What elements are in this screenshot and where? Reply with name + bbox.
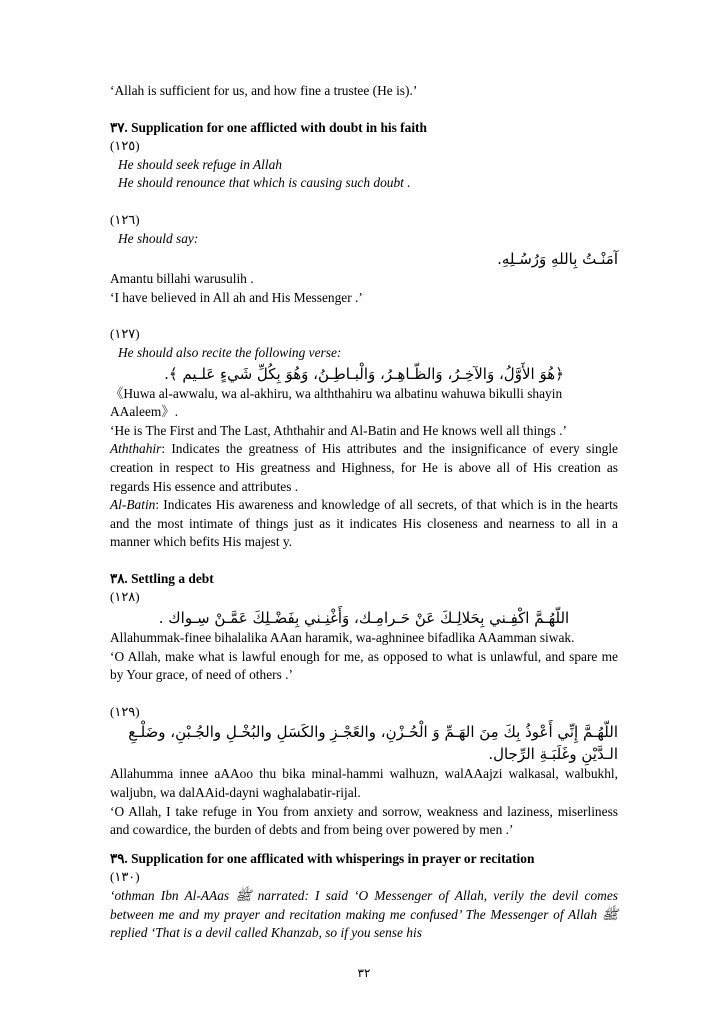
- item-number-127: (١٢٧): [110, 326, 140, 342]
- instruction-line-3: He should say:: [118, 230, 199, 246]
- translation-127: ‘He is The First and The Last, Aththahir and Al-Batin and He knows well all things .’: [110, 422, 567, 438]
- section-39-heading: ٣٩. Supplication for one afflicated with whisperings in prayer or recitation: [110, 850, 535, 866]
- transliteration-127-line-1: 《Huwa al-awwalu, wa al-akhiru, wa alththahiru wa albatinu wahuwa bikulli shayin: [110, 385, 563, 401]
- transliteration-126: Amantu billahi warusulih .: [110, 271, 254, 287]
- transliteration-128: Allahummak-finee bihalalika AAan haramik, wa-aghninee bifadlika AAamman siwak.: [110, 630, 575, 646]
- transliteration-127-line-2: AAaleem》.: [110, 404, 179, 420]
- item-number-125: (١٢٥): [110, 138, 140, 154]
- definition-aththahir-text: : Indicates the greatness of His attributes and the insignificance of every single creation in respect to His greatness and Highness, for He is above all of His creation as regards His essence and attributes .: [110, 441, 618, 494]
- definition-al-batin-text: : Indicates His awareness and knowledge of all secrets, of that which is in the hearts and the most intimate of things just as it indicates His closeness and nearness to all in a manner which befits His majest y.: [110, 497, 618, 550]
- arabic-supplication-129-line-2: الـدَّيْنِ وغَلَبَـةِ الرِّجال.: [488, 745, 618, 764]
- arabic-supplication-128: اللّهُـمَّ اكْفِـني بِحَلالِـكَ عَنْ حَـرامِـك، وَأَغْنِـني بِفَضْـلِكَ عَمَّـنْ سِـواك .: [158, 609, 570, 628]
- section-38-heading: ٣٨. Settling a debt: [110, 570, 214, 586]
- narration-paragraph-130: ‘othman Ibn Al-AAas ﷺ narrated: I said ‘O Messenger of Allah, verily the devil comes between me and my prayer and recitation making me confused’ The Messenger of Allah ﷺ replied ‘That is a devil called Khanzab, so if you sense his: [110, 888, 618, 941]
- instruction-line-1: He should seek refuge in Allah: [118, 156, 283, 172]
- arabic-supplication-126: آمَنْـتُ بِاللهِ وَرُسُـلِهِ.: [497, 250, 618, 269]
- transliteration-129: Allahumma innee aAAoo thu bika minal-hammi walhuzn, walAAajzi walkasal, walbukhl, waljubn, wa dalAAid-dayni waghalabatir-rijal.: [110, 766, 618, 801]
- page-content: [110, 82, 618, 943]
- item-number-129: (١٢٩): [110, 703, 140, 719]
- item-number-128: (١٢٨): [110, 589, 140, 605]
- instruction-line-4: He should also recite the following verse:: [118, 344, 342, 360]
- translation-126: ‘I have believed in All ah and His Messenger .’: [110, 289, 363, 305]
- item-number-130: (١٣٠): [110, 869, 140, 885]
- term-aththahir: Aththahir: [110, 441, 162, 457]
- translation-128: ‘O Allah, make what is lawful enough for me, as opposed to what is unlawful, and spare me by Your grace, of need of others .’: [110, 648, 618, 683]
- arabic-verse-127: ﴿هُوَ الأَوَّلُ، وَالآخِـرُ، وَالظّـاهِـرُ، وَالْبـاطِـنُ، وَهُوَ بِكُلِّ شَيءٍ عَلـيم ﴾.: [164, 364, 564, 383]
- page-number: ٣٢: [357, 966, 371, 980]
- section-37-heading: ٣٧. Supplication for one afflicted with doubt in his faith: [110, 119, 427, 135]
- definition-aththahir: [110, 440, 618, 496]
- arabic-supplication-129-line-1: اللّهُـمَّ إِنِّي أَعْوذُ بِكَ مِنَ الهَـمِّ وَ الْحُـزْنِ، والعًجْـزِ والكَسَلِ والبُخْـلِ والجُـبْنِ، وضَلْـعِ: [128, 723, 618, 742]
- definition-al-batin: [110, 496, 618, 552]
- item-number-126: (١٢٦): [110, 211, 140, 227]
- term-al-batin: Al-Batin: [110, 497, 156, 513]
- quote-line: ‘Allah is sufficient for us, and how fine a trustee (He is).’: [110, 83, 418, 98]
- translation-129: ‘O Allah, I take refuge in You from anxiety and sorrow, weakness and laziness, miserliness and cowardice, the burden of debts and from being over powered by men .’: [110, 803, 618, 838]
- instruction-line-2: He should renounce that which is causing such doubt .: [118, 175, 411, 191]
